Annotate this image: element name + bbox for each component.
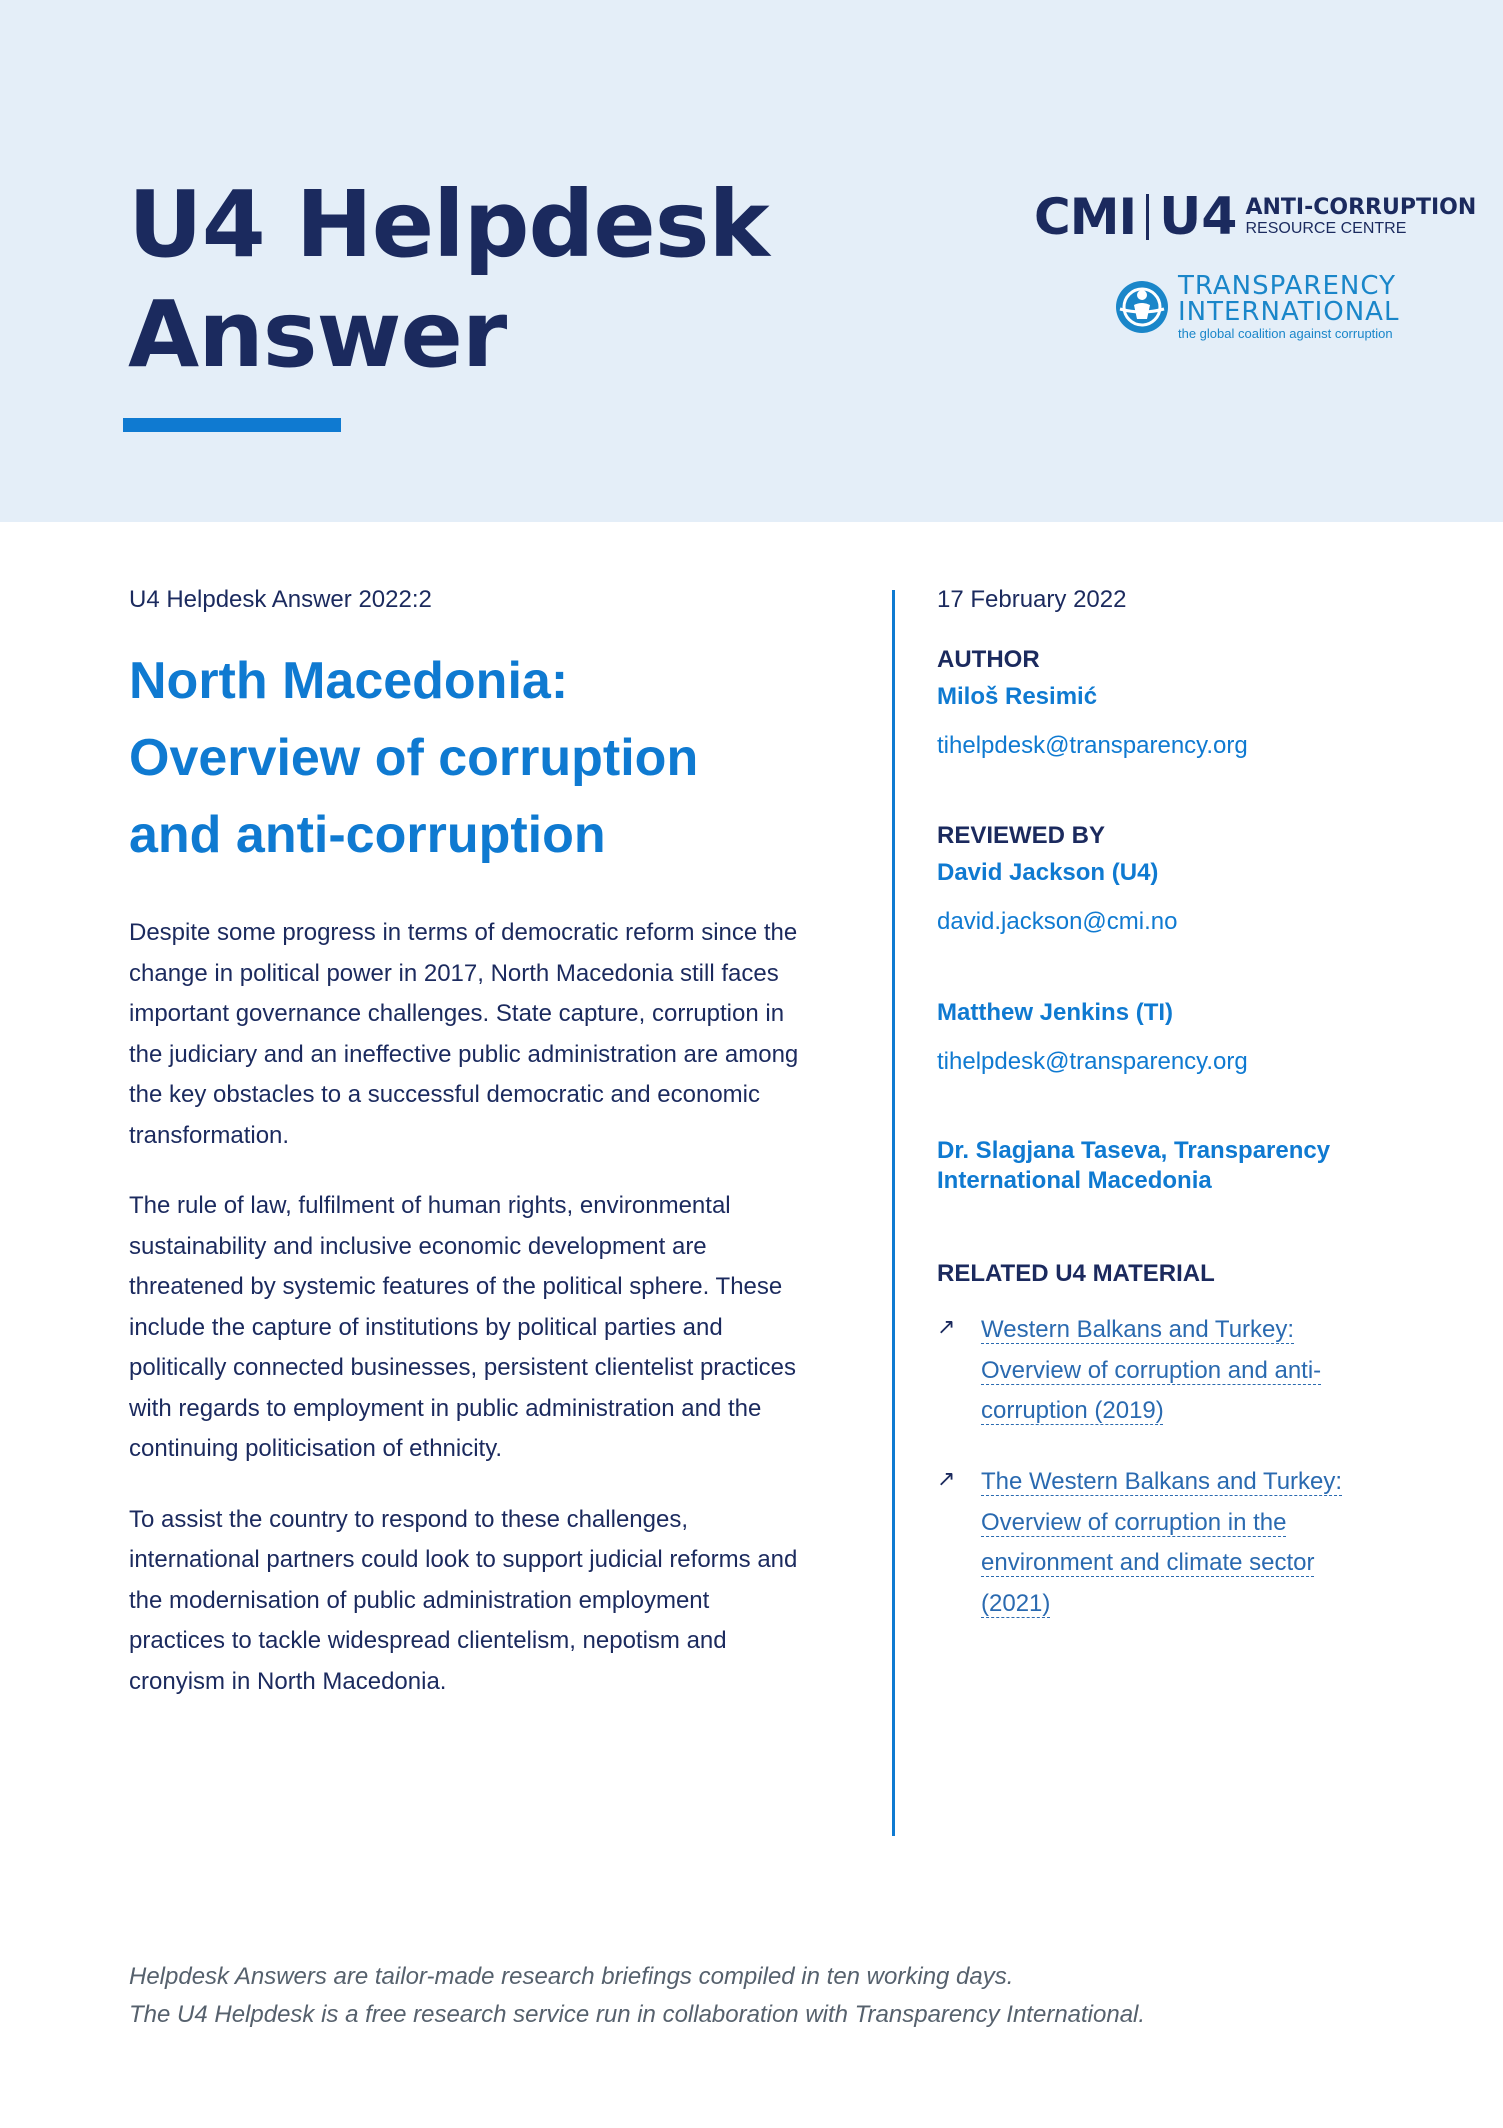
reviewed-by-label: REVIEWED BY — [937, 822, 1106, 849]
reviewer-1-email[interactable]: david.jackson@cmi.no — [937, 908, 1178, 935]
ti-logo-line-2: INTERNATIONAL — [1178, 297, 1400, 327]
series-label: U4 Helpdesk Answer 2022:2 — [129, 586, 432, 613]
summary-paragraph-1: Despite some progress in terms of democratic reform since the change in political power in 2017, North Macedonia still faces important governance challenges. State capture, corruption in the judiciary and an ineffective public administration are among the key obstacles to a successful democratic and economic transformation. — [129, 919, 799, 1149]
footer-note — [129, 1958, 1145, 2034]
document-title — [129, 643, 809, 874]
publication-date: 17 February 2022 — [937, 586, 1127, 613]
page-title — [128, 170, 769, 390]
reviewer-1-name: David Jackson (U4) — [937, 859, 1159, 886]
related-link-1[interactable]: Western Balkans and Turkey: Overview of corruption and anti-corruption (2019) — [981, 1316, 1322, 1424]
document-title-line-2: Overview of corruption — [129, 729, 699, 787]
document-title-line-1: North Macedonia: — [129, 652, 569, 710]
reviewer-3-name: Dr. Slagjana Taseva, Transparency International Macedonia — [937, 1137, 1331, 1194]
title-line-2: Answer — [128, 281, 507, 388]
column-divider — [892, 590, 895, 1836]
author-name: Miloš Resimić — [937, 683, 1098, 710]
u4-logo-text — [1245, 197, 1476, 237]
summary-text — [129, 913, 799, 1732]
related-item-1[interactable] — [937, 1310, 1367, 1432]
related-material-label: RELATED U4 MATERIAL — [937, 1260, 1215, 1287]
related-link-2[interactable]: The Western Balkans and Turkey: Overview of corruption in the environment and climate sector (2021) — [981, 1468, 1343, 1617]
u4-logo-line-1: ANTI-CORRUPTION — [1245, 195, 1477, 220]
summary-paragraph-2: The rule of law, fulfilment of human rights, environmental sustainability and inclusive economic development are threatened by systemic features of the political sphere. These include the capture of institutions by political parties and politically connected businesses, persistent clientelist practices with regards to employment in public administration and the continuing politicisation of ethnicity. — [129, 1192, 796, 1462]
u4-logo-mark: U4 — [1159, 187, 1238, 247]
related-item-2[interactable] — [937, 1462, 1367, 1624]
reviewer-2-email[interactable]: tihelpdesk@transparency.org — [937, 1048, 1248, 1075]
logo-separator — [1146, 194, 1149, 240]
document-title-line-3: and anti-corruption — [129, 806, 606, 864]
ti-logo-tagline: the global coalition against corruption — [1178, 326, 1393, 341]
footer-line-2: The U4 Helpdesk is a free research service run in collaboration with Transparency International. — [129, 2001, 1146, 2028]
title-accent-bar — [123, 418, 341, 432]
ti-logo-line-1: TRANSPARENCY — [1178, 271, 1396, 301]
cmi-u4-logo — [1034, 187, 1476, 247]
reviewer-2-name: Matthew Jenkins (TI) — [937, 999, 1174, 1026]
summary-paragraph-3: To assist the country to respond to these challenges, international partners could look to support judicial reforms and the modernisation of public administration employment practices to tackle widespread clientelism, nepotism and cronyism in North Macedonia. — [129, 1505, 798, 1695]
title-line-1: U4 Helpdesk — [128, 171, 769, 278]
transparency-international-logo — [1114, 273, 1399, 340]
external-link-icon: ↗ — [937, 1314, 956, 1339]
footer-line-1: Helpdesk Answers are tailor-made research briefings compiled in ten working days. — [129, 1963, 1014, 1990]
cmi-logo-text: CMI — [1034, 188, 1137, 246]
ti-logo-text — [1178, 273, 1399, 340]
author-email[interactable]: tihelpdesk@transparency.org — [937, 732, 1248, 759]
u4-logo-line-2: RESOURCE CENTRE — [1245, 220, 1407, 237]
author-label: AUTHOR — [937, 646, 1040, 673]
ti-globe-icon — [1114, 279, 1170, 335]
external-link-icon: ↗ — [937, 1466, 956, 1491]
header-banner — [0, 0, 1503, 522]
